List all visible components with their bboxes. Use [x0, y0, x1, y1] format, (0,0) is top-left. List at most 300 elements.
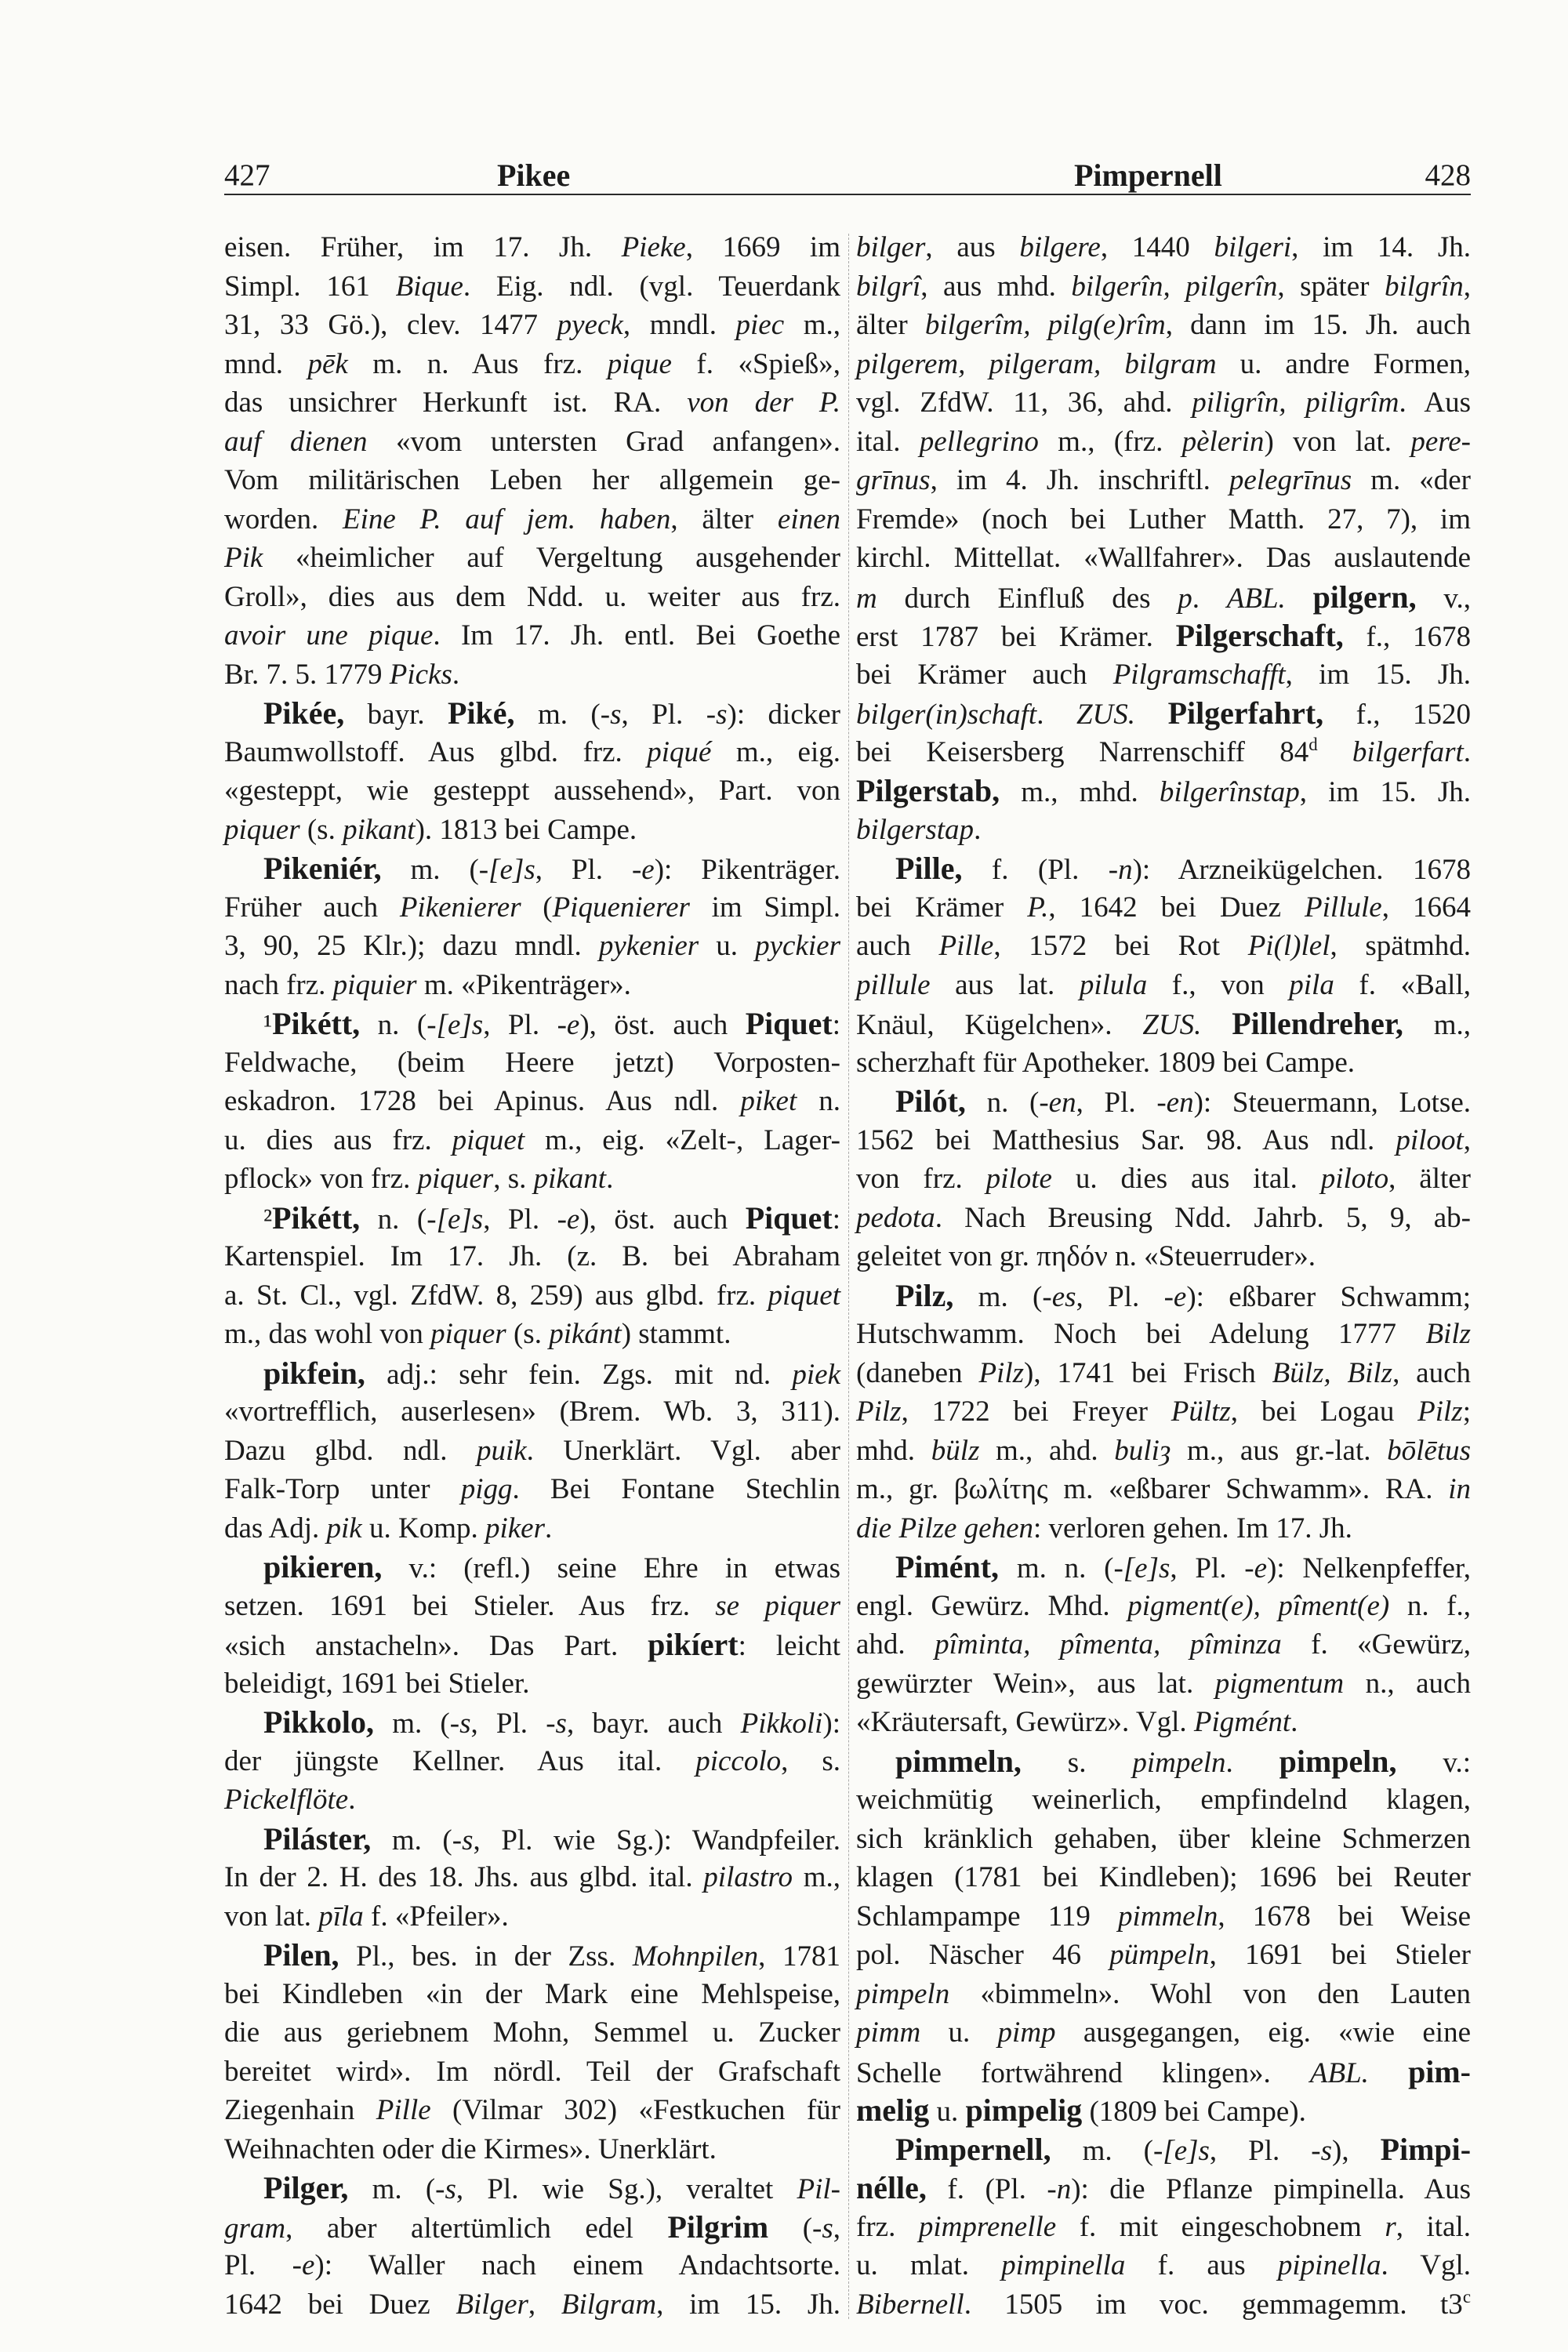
line-text — [856, 503, 1471, 535]
text-run: , Pl. wie Sg.): Wandpfeiler. — [473, 1824, 840, 1857]
italic-text: Pickelflöte — [224, 1784, 349, 1816]
text-line — [224, 500, 840, 539]
text-line — [224, 771, 840, 811]
line-text — [895, 1743, 1471, 1779]
headword: Pikétt, — [272, 1200, 361, 1236]
text-run: s. — [1021, 1746, 1133, 1779]
line-text — [856, 2211, 1471, 2243]
headword: pikieren, — [263, 1549, 383, 1584]
italic-text: bilger(in)schaft — [856, 699, 1037, 731]
text-line — [224, 383, 840, 423]
text-line — [224, 2053, 840, 2092]
text-line — [856, 500, 1471, 539]
text-run: u. Komp. — [361, 1512, 485, 1544]
italic-text: Bibernell — [856, 2288, 964, 2321]
text-run: sich kränklich gehaben, über kleine Schmerzen — [856, 1822, 1471, 1855]
line-text — [856, 1900, 1471, 1933]
text-run: Fremde» (noch bei Luther Matth. 27, 7), im — [856, 503, 1471, 535]
italic-text: pilastro — [703, 1861, 793, 1893]
text-line — [856, 2130, 1471, 2169]
italic-text: -e — [557, 1009, 580, 1041]
line-text — [224, 464, 840, 496]
italic-text: -[e]s — [478, 854, 535, 886]
text-line — [224, 733, 840, 772]
text-line — [224, 655, 840, 695]
italic-text: piquier — [332, 968, 417, 1001]
italic-text: Pigmént — [1193, 1706, 1291, 1738]
italic-text: -s — [706, 699, 728, 731]
italic-text: einen — [777, 503, 841, 535]
italic-text: pedota — [856, 1201, 935, 1234]
text-run: , 1678 bei Weise — [1218, 1900, 1471, 1933]
text-line — [224, 1392, 840, 1432]
italic-text: buliȝ — [1114, 1434, 1171, 1467]
italic-text: -[e]s — [1152, 2134, 1210, 2167]
text-line — [224, 1858, 840, 1897]
text-line — [856, 461, 1471, 500]
italic-text: die Pilze gehen — [856, 1512, 1034, 1544]
italic-text: piloto — [1320, 1163, 1389, 1195]
text-line — [224, 1432, 840, 1471]
italic-text: Pilz — [856, 1396, 902, 1428]
text-run: , bayr. auch — [566, 1708, 741, 1740]
text-run — [1318, 736, 1352, 768]
italic-text: Piquenierer — [552, 891, 690, 924]
line-text — [856, 387, 1471, 419]
text-run: . — [452, 658, 460, 691]
text-line — [224, 1082, 840, 1121]
text-run: f. (Pl. — [926, 2173, 1047, 2205]
text-run: nach frz. — [224, 968, 333, 1001]
text-run: (daneben — [856, 1356, 979, 1389]
line-text — [224, 1279, 840, 1312]
text-line — [856, 733, 1471, 772]
text-run: In der 2. H. des 18. Jhs. aus glbd. ital. — [224, 1861, 704, 1893]
text-line — [224, 811, 840, 850]
line-text — [856, 1047, 1355, 1079]
italic-text: Picks — [389, 658, 452, 691]
italic-text: ZUS. — [1076, 699, 1136, 731]
line-text — [224, 2249, 840, 2281]
text-run: . Eig. ndl. (vgl. Teuerdank — [463, 270, 840, 303]
line-text — [224, 2288, 840, 2321]
headword: Pilgrim — [667, 2209, 769, 2245]
text-run: m., eig. «Zelt-, Lager- — [524, 1123, 840, 1156]
headword: Pilgerstab, — [856, 773, 1000, 808]
headword: Pimpi- — [1380, 2131, 1472, 2167]
headword: pilgern, — [1312, 579, 1417, 615]
text-run: m., das wohl von — [224, 1318, 431, 1350]
line-text — [856, 1512, 1352, 1544]
text-line — [224, 578, 840, 617]
line-text — [224, 426, 840, 458]
line-text — [263, 1355, 840, 1391]
text-run: Knäul, Kügelchen». — [856, 1009, 1143, 1041]
italic-text: pillule — [856, 968, 931, 1001]
text-run: erst 1787 bei Krämer. — [856, 621, 1176, 653]
text-run: , Pl. — [1076, 1087, 1157, 1119]
headword: Piláster, — [263, 1820, 372, 1857]
text-run: n. — [797, 1085, 840, 1117]
dictionary-entry — [224, 1199, 840, 1354]
italic-text: Bilger — [456, 2288, 528, 2321]
line-text — [856, 969, 1471, 1001]
dictionary-entry — [224, 1548, 840, 1703]
italic-text: bilgeri — [1214, 231, 1292, 263]
text-run: Kartenspiel. Im 17. Jh. (z. B. bei Abraham — [224, 1240, 840, 1272]
dictionary-entry — [224, 1004, 840, 1199]
text-line — [224, 1664, 840, 1704]
text-run: . Aus — [1399, 387, 1472, 419]
italic-text: -en — [1156, 1087, 1194, 1119]
text-line — [856, 1625, 1471, 1664]
text-run: pol. Näscher 46 — [856, 1939, 1110, 1971]
text-run: . — [1192, 582, 1227, 615]
italic-text: in — [1448, 1473, 1471, 1505]
italic-text: -s — [600, 699, 622, 731]
text-run: v.: — [1396, 1746, 1471, 1779]
text-line — [224, 1276, 840, 1316]
text-run: m. n. Aus frz. — [347, 347, 608, 380]
text-run: f. aus — [1125, 2249, 1278, 2281]
text-run: , ital. — [1396, 2210, 1471, 2243]
line-text — [856, 773, 1471, 808]
text-run: : verloren gehen. Im 17. Jh. — [1033, 1512, 1352, 1544]
text-run: 3, 90, 25 Klr.); dazu mndl. — [224, 930, 599, 962]
italic-text: -e — [292, 2249, 315, 2281]
italic-text: piquer — [224, 813, 300, 846]
text-line — [224, 2169, 840, 2208]
italic-text: piquet — [768, 1279, 840, 1312]
text-run: , im 14. Jh. — [1291, 231, 1472, 263]
text-run: bei Krämer — [856, 891, 1028, 924]
text-line — [224, 694, 840, 733]
line-text — [856, 1163, 1471, 1195]
line-text — [224, 2094, 840, 2126]
text-run: worden. — [224, 503, 343, 535]
headword: Pikétt, — [272, 1006, 361, 1041]
line-text — [856, 231, 1471, 263]
text-run: , auch — [1392, 1356, 1471, 1389]
dictionary-entry — [224, 1703, 840, 1820]
text-run: ). 1813 bei Campe. — [415, 813, 637, 846]
text-run: ) stammt. — [621, 1318, 731, 1350]
text-run: f. (Pl. — [962, 854, 1109, 886]
line-text — [224, 503, 840, 535]
text-run: Weihnachten oder die Kirmes». Unerklärt. — [224, 2132, 717, 2165]
text-run: Falk-Torp unter — [224, 1473, 461, 1505]
italic-text: -s — [449, 1708, 471, 1740]
text-run: bereitet wird». Im nördl. Teil der Grafschaft — [224, 2055, 840, 2088]
text-run: ; — [1462, 1396, 1471, 1428]
italic-text: bilgerîn, pilgerîn — [1071, 270, 1278, 303]
line-text — [224, 969, 631, 1001]
italic-text: Pikenierer — [399, 891, 521, 924]
text-line — [224, 1237, 840, 1276]
text-line — [856, 1703, 1471, 1742]
running-header — [0, 0, 1568, 204]
text-line — [856, 1315, 1471, 1354]
italic-text: pīla — [318, 1900, 364, 1933]
italic-text: pimpeln — [1132, 1746, 1226, 1779]
dictionary-entry — [224, 1354, 840, 1548]
text-run: v., — [1416, 582, 1471, 615]
italic-text: Pillule — [1305, 891, 1382, 924]
text-run: ), öst. auch — [579, 1203, 746, 1236]
line-text — [856, 542, 1471, 574]
line-text — [224, 1318, 731, 1350]
italic-text: Pieke — [621, 231, 686, 263]
text-line — [224, 228, 840, 267]
text-run: beleidigt, 1691 bei Stieler. — [224, 1667, 530, 1700]
text-line — [856, 1432, 1471, 1471]
text-run: bei Kindleben «in der Mark eine Mehlspeise, — [224, 1977, 840, 2010]
italic-text: pimm — [856, 2016, 921, 2049]
italic-text: ABL. — [1309, 2056, 1369, 2089]
text-run: m. «der — [1352, 464, 1471, 496]
text-run: (s. — [299, 813, 343, 846]
text-run: das unsichrer Herkunft ist. RA. — [224, 387, 688, 419]
line-text — [856, 891, 1471, 924]
text-line — [856, 1082, 1471, 1121]
text-line — [856, 1354, 1471, 1393]
italic-text: avoir une pique — [224, 619, 434, 652]
right-column — [856, 228, 1471, 2324]
text-run: , aus — [925, 231, 1020, 263]
text-run: . — [545, 1512, 553, 1544]
line-text — [856, 1628, 1471, 1661]
line-text — [224, 2133, 717, 2165]
text-run: vgl. ZfdW. 11, 36, ahd. — [856, 387, 1192, 419]
italic-text: Eine P. auf jem. haben — [343, 503, 671, 535]
text-line — [224, 423, 840, 462]
headword: Pimpernell, — [895, 2131, 1051, 2167]
text-run: m., eig. — [711, 735, 840, 768]
page-number-right: 428 — [1425, 158, 1471, 192]
text-line — [856, 927, 1471, 966]
headword: Pilgerschaft, — [1175, 618, 1344, 653]
text-line — [856, 1004, 1471, 1044]
text-line — [856, 1121, 1471, 1160]
text-line — [224, 2091, 840, 2130]
text-line — [224, 1470, 840, 1509]
text-line — [224, 1742, 840, 1781]
text-run: m. ( — [371, 1824, 452, 1857]
line-text — [263, 1549, 840, 1584]
text-run: ): eßbarer Schwamm; — [1186, 1280, 1472, 1313]
dictionary-entry — [224, 1936, 840, 2169]
line-text — [224, 309, 840, 341]
text-run: adj.: sehr fein. Zgs. mit nd. — [365, 1358, 793, 1391]
italic-text: piket — [740, 1085, 797, 1117]
text-line — [856, 655, 1471, 695]
left-column — [224, 228, 840, 2324]
line-text — [263, 1937, 840, 1973]
line-text — [224, 930, 840, 962]
headword: Pikkolo, — [263, 1704, 374, 1740]
text-run: Schlampampe 119 — [856, 1900, 1118, 1933]
text-run: , 1642 bei Duez — [1048, 891, 1305, 924]
line-text — [856, 464, 1471, 496]
text-run: setzen. 1691 bei Stieler. Aus frz. — [224, 1589, 716, 1622]
line-text — [224, 775, 840, 807]
text-line — [224, 616, 840, 655]
text-run: , 1781 — [758, 1940, 840, 1973]
line-text — [856, 2249, 1471, 2281]
line-text — [263, 1200, 840, 1236]
text-run: Vom militärischen Leben her allgemein ge- — [224, 464, 840, 496]
line-text — [856, 348, 1471, 380]
italic-text: -s — [812, 2212, 833, 2245]
text-run: ) von lat. — [1264, 425, 1411, 458]
italic-text: bilgerstap — [856, 813, 975, 846]
line-text — [856, 618, 1471, 653]
text-run: 1562 bei Matthesius Sar. 98. Aus ndl. — [856, 1123, 1396, 1156]
text-run: Simpl. 161 — [224, 270, 396, 303]
text-line — [224, 1509, 840, 1548]
headword: Pille, — [895, 851, 963, 886]
text-run: , spätmhd. — [1330, 930, 1471, 962]
line-text — [856, 2288, 1471, 2321]
italic-text: Pik — [224, 542, 263, 574]
italic-text: piquer — [417, 1163, 494, 1195]
text-line — [856, 228, 1471, 267]
text-run: n. ( — [965, 1087, 1040, 1119]
italic-text: piccolo — [695, 1744, 782, 1777]
text-line — [856, 267, 1471, 307]
dictionary-entry — [224, 694, 840, 849]
text-run: kirchl. Mittellat. «Wallfahrer». Das auslautende — [856, 542, 1471, 574]
column-divider — [848, 234, 849, 2319]
text-run: «sich anstacheln». Das Part. — [224, 1630, 648, 1662]
text-run: , älter — [670, 503, 778, 535]
text-line — [224, 1625, 840, 1664]
text-run: bei Krämer auch — [856, 658, 1113, 691]
italic-text: pigment(e), pîment(e) — [1127, 1589, 1390, 1622]
line-text — [856, 1861, 1471, 1893]
text-run: pflock» von frz. — [224, 1163, 418, 1195]
text-run: . Unerklärt. Vgl. aber — [526, 1434, 840, 1467]
text-run: aus lat. — [930, 968, 1080, 1001]
line-text — [224, 659, 459, 691]
line-text — [224, 1627, 840, 1662]
text-run: u. — [929, 2096, 966, 2128]
text-run: . — [974, 813, 982, 846]
text-run: bei Keisersberg Narrenschiff 84 — [856, 735, 1309, 768]
text-run: u. mlat. — [856, 2249, 1002, 2281]
text-run: m., ahd. — [979, 1434, 1115, 1467]
line-text — [263, 695, 840, 731]
text-run: u. — [920, 2016, 998, 2049]
line-text — [224, 2016, 840, 2049]
headword: pikfein, — [263, 1355, 365, 1391]
text-run: «heimlicher auf Vergeltung ausgehender — [263, 542, 840, 574]
text-run: , Pl. — [1209, 2134, 1312, 2167]
text-run: geleitet von gr. πηδόν n. «Steuerruder». — [856, 1240, 1316, 1272]
text-line — [224, 1354, 840, 1393]
headword: pimpeln, — [1279, 1743, 1397, 1779]
line-text — [856, 2170, 1471, 2205]
italic-text: pilula — [1079, 968, 1148, 1001]
line-text — [895, 1549, 1471, 1584]
italic-text: pigg — [460, 1473, 513, 1505]
text-run: v.: (refl.) seine Ehre in etwas — [382, 1552, 840, 1584]
line-text — [224, 1590, 840, 1622]
text-run: (s. — [506, 1318, 550, 1350]
text-run: m. ( — [514, 699, 601, 731]
text-line — [224, 1044, 840, 1083]
text-run: von frz. — [856, 1163, 986, 1195]
text-line — [224, 1199, 840, 1238]
text-run: ): Pikenträger. — [654, 854, 841, 886]
line-text — [224, 1047, 840, 1079]
line-text — [856, 309, 1471, 341]
line-text — [856, 1473, 1471, 1505]
text-run: , aus mhd. — [920, 270, 1072, 303]
text-line — [856, 966, 1471, 1005]
text-run: . — [348, 1784, 356, 1816]
text-run: m., gr. βωλίτης m. «eßbarer Schwamm». RA. — [856, 1473, 1449, 1505]
text-line — [856, 1858, 1471, 1897]
line-text — [224, 1396, 840, 1428]
text-line — [856, 1470, 1471, 1509]
text-run: ( — [521, 891, 553, 924]
text-run: , Pl. — [470, 1708, 546, 1740]
italic-text: se piquer — [715, 1589, 840, 1622]
guide-word-right: Pimpernell — [1074, 158, 1222, 193]
text-run: , — [833, 2212, 841, 2245]
text-line — [856, 345, 1471, 384]
text-run: von lat. — [224, 1900, 319, 1933]
line-text — [856, 1823, 1471, 1855]
text-run: , 1664 — [1381, 891, 1471, 924]
line-text — [224, 387, 840, 419]
italic-text: -e — [1244, 1552, 1268, 1584]
text-run: u. dies aus ital. — [1051, 1163, 1321, 1195]
headword: pikíert — [648, 1627, 739, 1662]
text-run: frz. — [856, 2210, 919, 2243]
italic-text: Pilz — [978, 1356, 1024, 1389]
headword: Piké, — [448, 695, 515, 731]
line-text — [224, 542, 840, 574]
text-run: f. «Gewürz, — [1281, 1628, 1471, 1661]
line-text — [224, 1512, 552, 1544]
text-run: ): Arzneikügelchen. 1678 — [1132, 854, 1471, 886]
italic-text: pykenier — [598, 930, 699, 962]
text-run: u. — [699, 930, 756, 962]
line-text — [224, 1163, 613, 1195]
line-text — [263, 1006, 840, 1041]
text-run: ahd. — [856, 1628, 935, 1661]
line-text — [856, 1939, 1471, 1971]
text-run: ): Waller nach einem Andachtsorte. — [314, 2249, 841, 2281]
text-run: f. «Pfeiler». — [363, 1900, 509, 1933]
italic-text: -n — [1047, 2173, 1072, 2205]
text-run: . — [1225, 1746, 1279, 1779]
line-text — [856, 1357, 1471, 1389]
text-run: f., 1520 — [1323, 699, 1472, 731]
line-text — [856, 426, 1471, 458]
text-line — [224, 1548, 840, 1587]
dictionary-entry — [224, 228, 840, 694]
text-run: ital. — [856, 425, 920, 458]
italic-text: bōlētus — [1387, 1434, 1472, 1467]
italic-text: bilgerînstap — [1159, 776, 1300, 808]
italic-text: Pille — [938, 930, 994, 962]
guide-word-left: Pikee — [497, 158, 571, 193]
italic-text: pümpeln — [1109, 1939, 1210, 1971]
text-run: m., mhd. — [1000, 776, 1160, 808]
